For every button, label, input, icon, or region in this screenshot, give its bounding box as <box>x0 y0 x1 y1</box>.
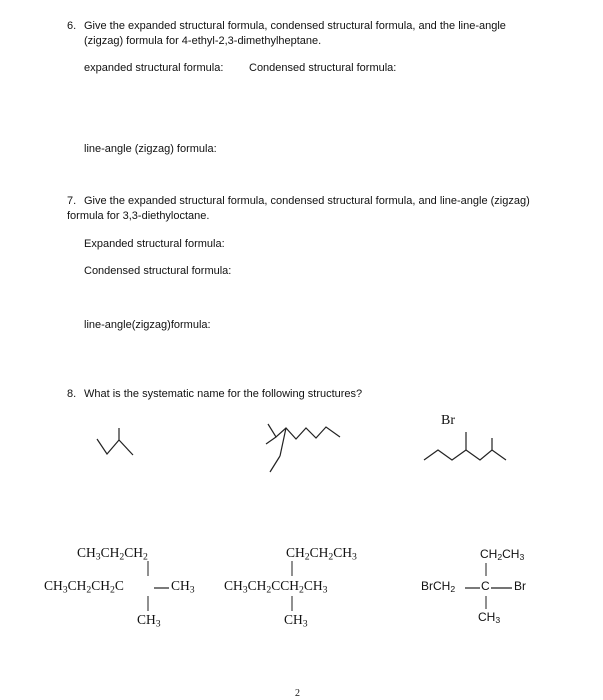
structure-5-bottom-group: $CH_3$ <box>284 612 308 630</box>
structure-4-bond-right <box>154 586 170 590</box>
structure-6-bottom-group: $CH_3$ <box>478 610 501 626</box>
structure-4-bond-down <box>146 596 150 612</box>
structure-5-top-group: $CH_2CH_2CH_3$ <box>286 545 357 563</box>
structure-6-bond-up <box>484 563 488 577</box>
structure-6-main-right: Br <box>514 579 526 593</box>
q6-line-angle-label: line-angle (zigzag) formula: <box>84 143 217 155</box>
q7-text-line2: formula for 3,3-diethyloctane. <box>67 210 210 222</box>
structure-4-bottom-group: $CH_3$ <box>137 612 161 630</box>
structure-4-main-right: $CH_3$ <box>171 578 195 596</box>
structure-1-skeletal <box>95 425 140 460</box>
q7-text-line1: Give the expanded structural formula, condensed structural formula, and line-angle (zigzag) <box>84 195 530 207</box>
structure-5-bond-down <box>290 596 294 612</box>
structure-4-top-group: $CH_3CH_2CH_2$ <box>77 545 148 563</box>
structure-6-center-carbon: C <box>481 579 490 593</box>
q7-line-angle-label: line-angle(zigzag)formula: <box>84 319 211 331</box>
q6-condensed-label: Condensed structural formula: <box>249 62 397 74</box>
q8-number: 8. <box>67 388 77 400</box>
structure-5-main: $CH_3CH_2CCH_2CH_3$ <box>224 578 328 596</box>
structure-6-bond-right <box>491 586 513 590</box>
structure-5-bond-up <box>290 561 294 577</box>
q6-text-line1: Give the expanded structural formula, condensed structural formula, and the line-angle <box>84 20 506 32</box>
structure-6-bond-left <box>465 586 481 590</box>
q7-expanded-label: Expanded structural formula: <box>84 238 225 250</box>
structure-3-skeletal <box>420 430 510 465</box>
structure-6-main-left: BrCH$_2$ <box>421 579 456 595</box>
structure-6-bond-down <box>484 596 488 610</box>
q6-text-line2: (zigzag) formula for 4-ethyl-2,3-dimethylheptane. <box>84 35 322 47</box>
q7-number: 7. <box>67 195 77 207</box>
structure-4-bond-up <box>146 561 150 577</box>
q6-number: 6. <box>67 20 77 32</box>
structure-3-br-label: Br <box>441 413 455 428</box>
q8-question: What is the systematic name for the following structures? <box>84 388 363 400</box>
q7-condensed-label: Condensed structural formula: <box>84 265 232 277</box>
structure-6-top-group: $CH_2CH_3$ <box>480 547 525 563</box>
page-number: 2 <box>295 688 300 699</box>
structure-4-main-left: $CH_3CH_2CH_2C$ <box>44 578 124 596</box>
structure-2-skeletal <box>262 420 347 475</box>
q6-expanded-label: expanded structural formula: <box>84 62 224 74</box>
